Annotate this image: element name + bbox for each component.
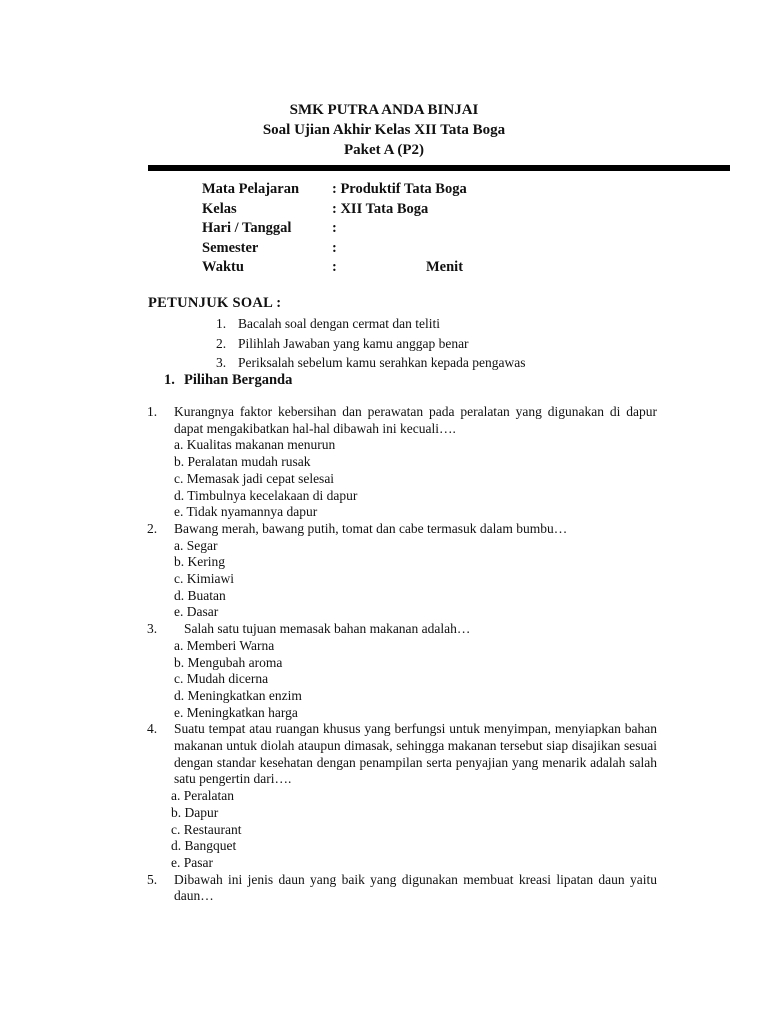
question-text: Suatu tempat atau ruangan khusus yang berfungsi untuk menyimpan, menyiapkan bahan makanan untuk diolah ataupun dimasak, sehingga makanan tersebut siap disajikan sesuai dengan standar kesehatan dengan penampilan serta penyajian yang menarik adalah salah satu pengertin dari….	[174, 721, 657, 787]
question-text: Bawang merah, bawang putih, tomat dan cabe termasuk dalam bumbu…	[174, 520, 568, 536]
exam-title: Soal Ujian Akhir Kelas XII Tata Boga	[262, 122, 506, 138]
instructions-title: PETUNJUK SOAL :	[148, 295, 282, 311]
question-text: Dibawah ini jenis daun yang baik yang digunakan membuat kreasi lipatan daun yaitu daun…	[174, 871, 657, 904]
answer-option: b. Kering	[174, 554, 225, 570]
question-number: 1.	[147, 404, 158, 419]
instruction-number: 3.	[216, 355, 227, 370]
answer-option: e. Dasar	[174, 604, 219, 620]
info-label: Hari / Tanggal	[202, 220, 292, 236]
info-label: Waktu	[202, 259, 244, 275]
question-number: 3.	[147, 621, 158, 637]
question-1	[147, 404, 657, 521]
answer-option: b. Peralatan mudah rusak	[174, 454, 311, 470]
question-list	[147, 404, 657, 905]
answer-option: a. Peralatan	[171, 788, 234, 804]
info-value: :	[332, 259, 337, 275]
instruction-text: Pilihlah Jawaban yang kamu anggap benar	[238, 335, 469, 351]
question-4	[147, 721, 657, 871]
answer-option: e. Pasar	[171, 854, 213, 870]
answer-option: b. Dapur	[171, 804, 219, 820]
instruction-text: Bacalah soal dengan cermat dan teliti	[238, 316, 441, 331]
answer-option: a. Kualitas makanan menurun	[174, 437, 336, 453]
instruction-number: 2.	[216, 335, 227, 351]
question-number: 5.	[147, 871, 158, 887]
answer-option: c. Kimiawi	[174, 571, 234, 587]
answer-option: c. Memasak jadi cepat selesai	[174, 470, 335, 486]
answer-option: b. Mengubah aroma	[174, 654, 283, 670]
info-value: :	[332, 239, 337, 256]
info-label: Mata Pelajaran	[202, 181, 300, 197]
answer-option: e. Meningkatkan harga	[174, 704, 298, 720]
answer-option: c. Restaurant	[171, 821, 242, 837]
info-value: :	[332, 220, 337, 236]
section-title: Pilihan Berganda	[184, 372, 293, 388]
question-5	[147, 872, 657, 905]
answer-option: c. Mudah dicerna	[174, 671, 269, 687]
info-value: : Produktif Tata Boga	[332, 181, 467, 197]
question-3	[147, 621, 657, 721]
school-name: SMK PUTRA ANDA BINJAI	[289, 102, 479, 118]
instruction-number: 1.	[216, 316, 227, 331]
instruction-text: Periksalah sebelum kamu serahkan kepada pengawas	[238, 355, 526, 370]
answer-option: a. Memberi Warna	[174, 637, 275, 653]
document-header	[0, 100, 768, 160]
info-value: : XII Tata Boga	[332, 200, 429, 217]
question-number: 4.	[147, 721, 158, 737]
info-label: Semester	[202, 239, 259, 256]
question-number: 2.	[147, 520, 158, 536]
info-extra: Menit	[426, 259, 464, 275]
answer-option: d. Meningkatkan enzim	[174, 687, 302, 703]
section-number: 1.	[164, 372, 175, 388]
package-label: Paket A (P2)	[344, 142, 424, 158]
question-text: Salah satu tujuan memasak bahan makanan adalah…	[184, 621, 471, 637]
header-divider	[148, 165, 730, 171]
question-2	[147, 521, 657, 621]
answer-option: a. Segar	[174, 537, 218, 553]
question-text: Kurangnya faktor kebersihan dan perawatan pada peralatan yang digunakan di dapur dapat mengakibatkan hal-hal dibawah ini kecuali….	[174, 404, 657, 436]
answer-option: d. Bangquet	[171, 838, 237, 854]
answer-option: d. Buatan	[174, 587, 226, 603]
answer-option: d. Timbulnya kecelakaan di dapur	[174, 487, 358, 503]
answer-option: e. Tidak nyamannya dapur	[174, 504, 318, 520]
info-label: Kelas	[202, 200, 237, 217]
